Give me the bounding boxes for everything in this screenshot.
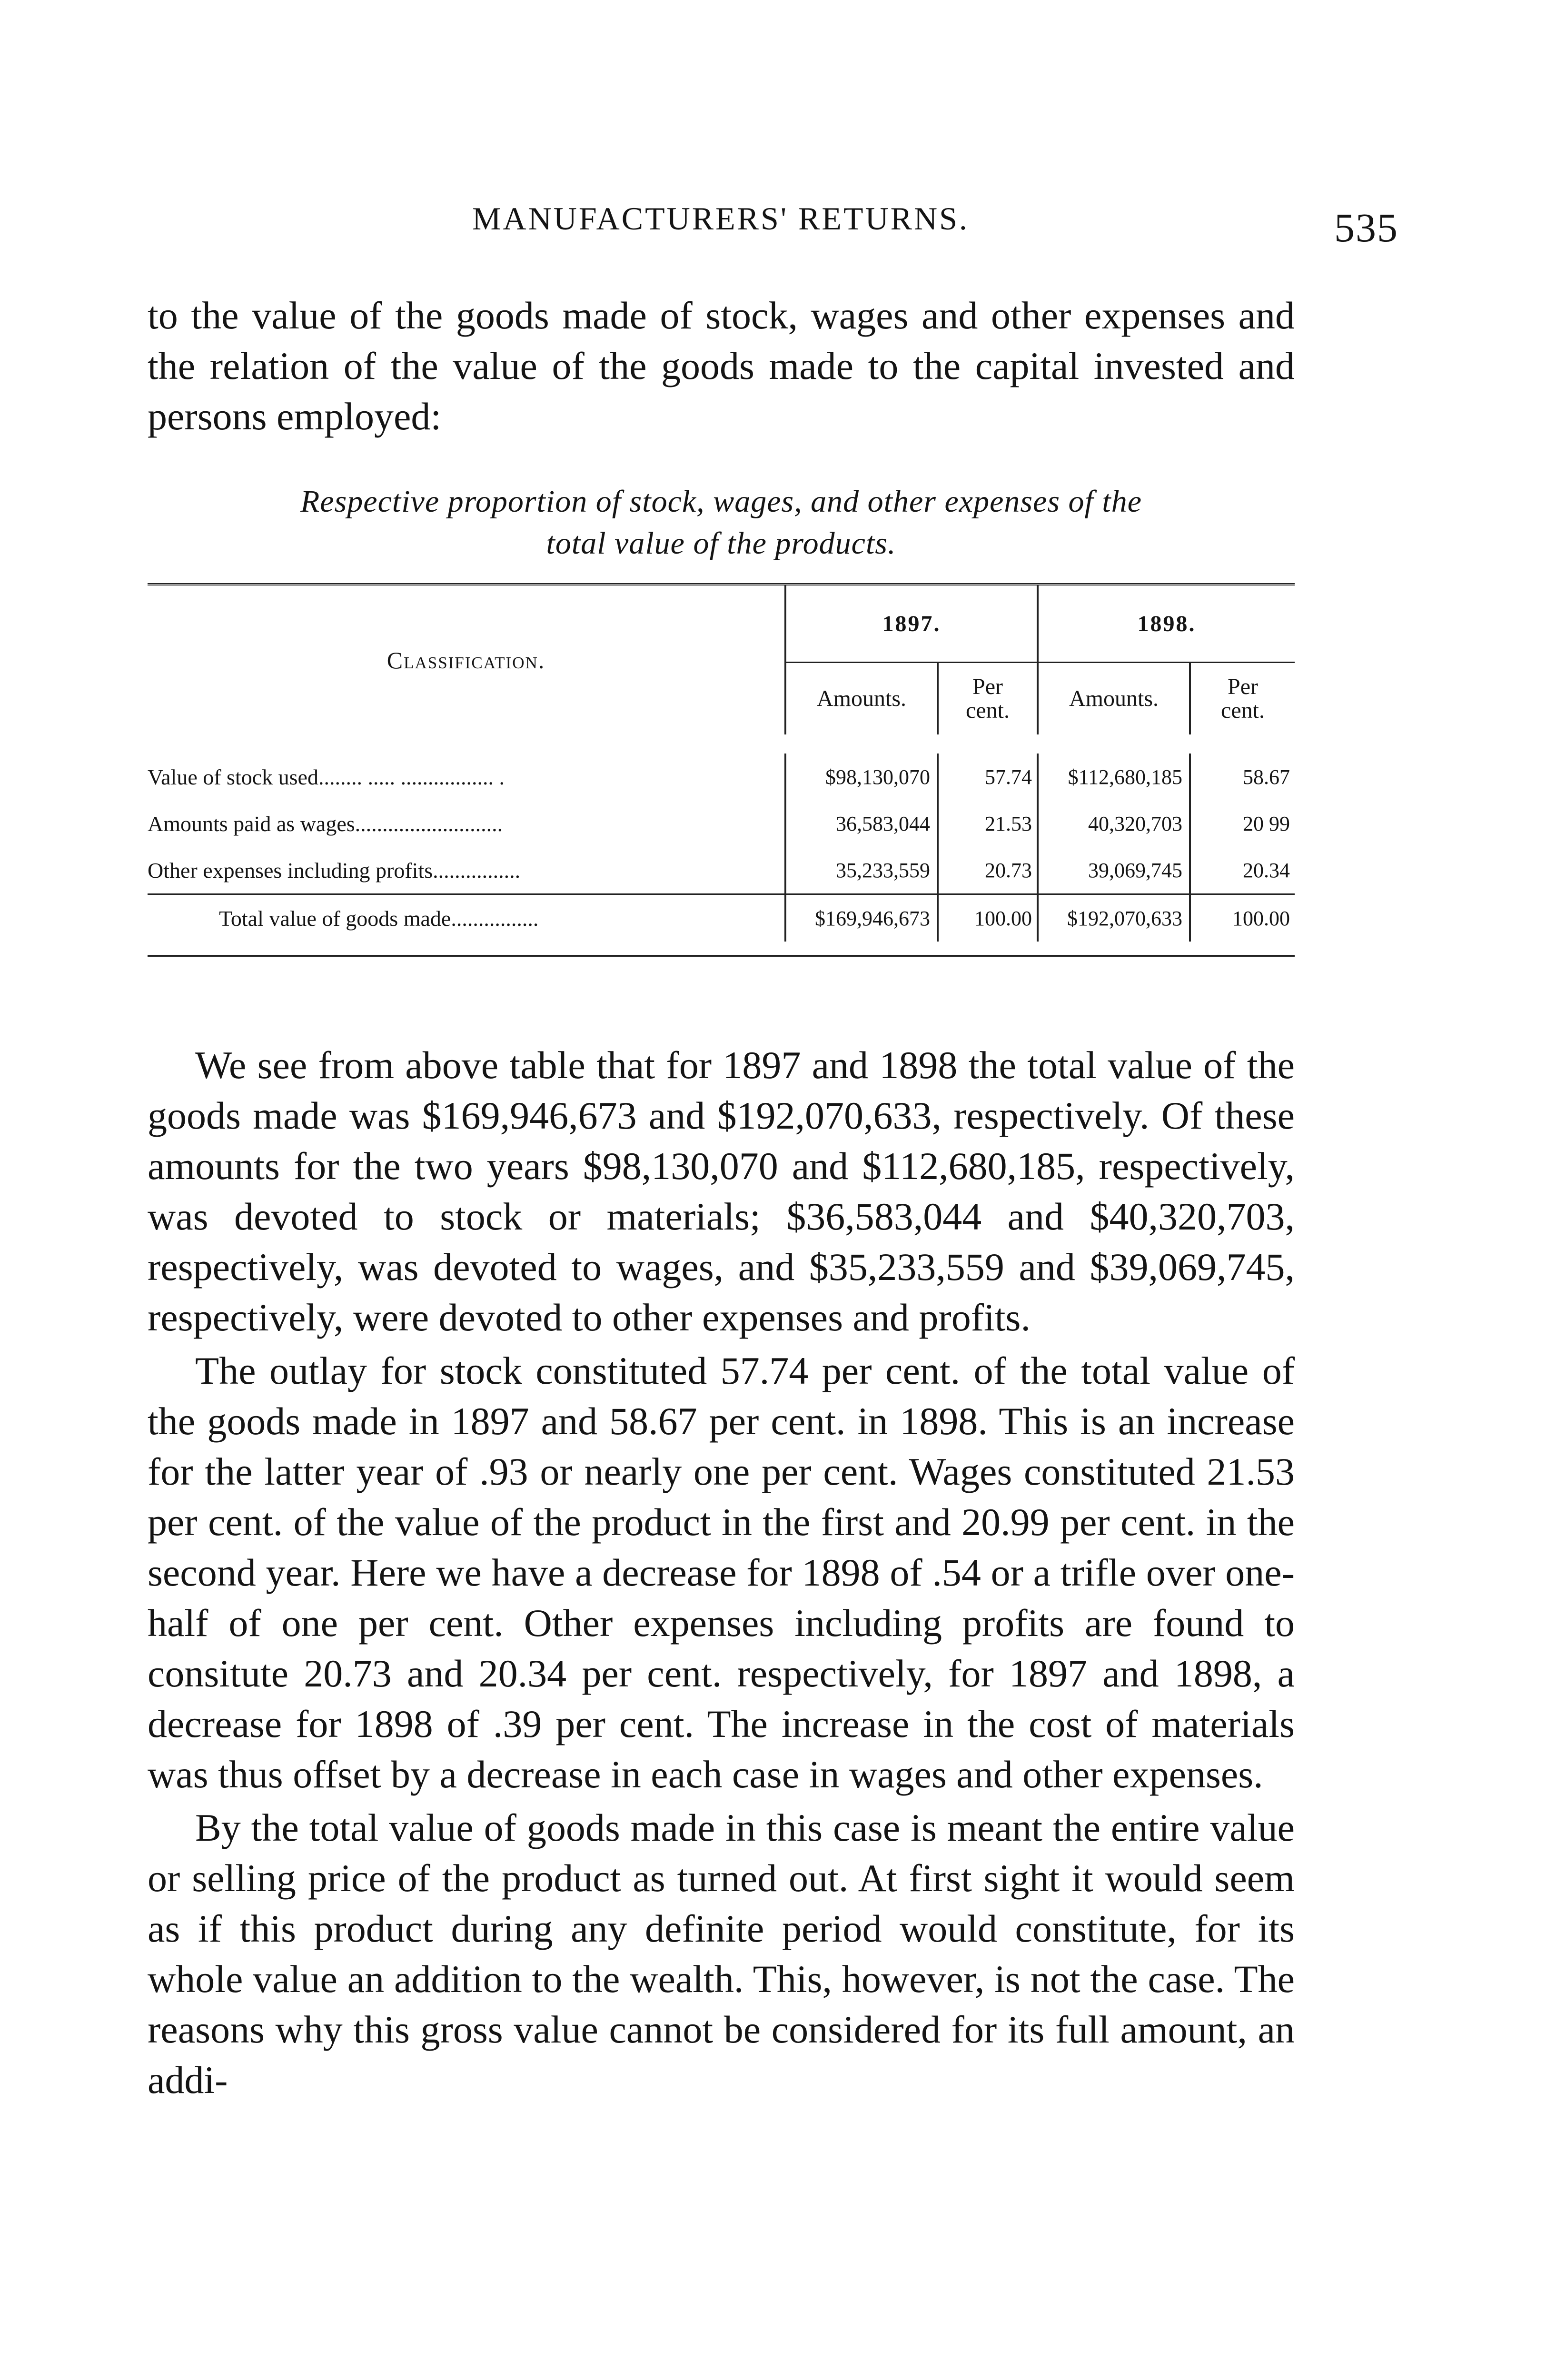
row-label: Amounts paid as wages........................... [148,811,503,836]
amount-1897: $98,130,070 [785,754,938,800]
paragraph-2: The outlay for stock constituted 57.74 per cent. of the total value of the goods made in 1897 and 58.67 per cent. in 1898. This is an increase for the latter year of .93 or nearly one per cent. Wages constituted 21.53 per cent. of the value of the product in the first and 20.99 per cent. in the second year. Here we have a decrease for 1898 of .54 or a trifle over one-half of one per cent. Other expenses including profits are found to consitute 20.73 and 20.34 per cent. respectively, for 1897 and 1898, a decrease for 1898 of .39 per cent. The increase in the cost of materials was thus offset by a decrease in each case in wages and other expenses. [148,1349,1295,1796]
paragraph-3: By the total value of goods made in this case is meant the entire value or selling price of the product as turned out. At first sight it would seem as if this product during any definite period would constitute, for its whole value an addition to the wealth. This, however, is not the case. The reasons why this gross value cannot be considered for its full amount, an addi- [148,1806,1295,2102]
total-per-cent-1897: 100.00 [938,894,1038,942]
per-cent-word-1: Per [1228,674,1258,699]
per-cent-word-1: Per [972,674,1003,699]
table-total-row [148,894,1295,942]
table-caption [148,481,1295,565]
total-amount-1898: $192,070,633 [1038,894,1190,942]
per-cent-1898: 20 99 [1190,800,1295,847]
amount-1898: 39,069,745 [1038,847,1190,894]
year-header-1897: 1897. [785,585,1038,663]
amount-1898: 40,320,703 [1038,800,1190,847]
statistics-table-block [148,583,1295,957]
row-label: Value of stock used........ ..... ................. . [148,764,505,789]
per-cent-word-2: cent. [1221,698,1265,723]
statistics-table [148,585,1295,942]
table-row [148,754,1295,800]
per-cent-1898: 20.34 [1190,847,1295,894]
total-per-cent-1898: 100.00 [1190,894,1295,942]
running-head [148,200,1398,252]
year-header-1898: 1898. [1038,585,1295,663]
per-cent-word-2: cent. [966,698,1010,723]
paragraph-1: We see from above table that for 1897 and 1898 the total value of the goods made was $169,946,673 and $192,070,633, respectively. Of these amounts for the two years $98,130,070 and $112,680,185, respectively, was devoted to stock or materials; $36,583,044 and $40,320,703, respectively, was devoted to wages, and $35,233,559 and $39,069,745, respectively, were devoted to other expenses and profits. [148,1043,1295,1339]
per-cent-header-1898 [1190,663,1295,735]
per-cent-1898: 58.67 [1190,754,1295,800]
page-number: 535 [1334,205,1398,250]
per-cent-1897: 20.73 [938,847,1038,894]
table-caption-line-1: Respective proportion of stock, wages, and other expenses of the [300,484,1142,519]
total-label: Total value of goods made................ [148,894,785,942]
per-cent-1897: 57.74 [938,754,1038,800]
running-title: MANUFACTURERS' RETURNS. [472,200,969,237]
total-amount-1897: $169,946,673 [785,894,938,942]
amounts-header-1898: Amounts. [1038,663,1190,735]
amount-1898: $112,680,185 [1038,754,1190,800]
amount-1897: 36,583,044 [785,800,938,847]
per-cent-header-1897 [938,663,1038,735]
row-label: Other expenses including profits................ [148,858,521,883]
body-text [148,1040,1295,2105]
table-caption-line-2: total value of the products. [546,526,896,561]
amounts-header-1897: Amounts. [785,663,938,735]
table-row [148,847,1295,894]
intro-paragraph: to the value of the goods made of stock, wages and other expenses and the relation of the value of the goods made to the capital invested and persons employed: [148,294,1295,438]
table-bottom-rule [148,955,1295,957]
table-row [148,800,1295,847]
intro-block [148,290,1295,442]
classification-header: Classification. [386,646,545,674]
amount-1897: 35,233,559 [785,847,938,894]
per-cent-1897: 21.53 [938,800,1038,847]
